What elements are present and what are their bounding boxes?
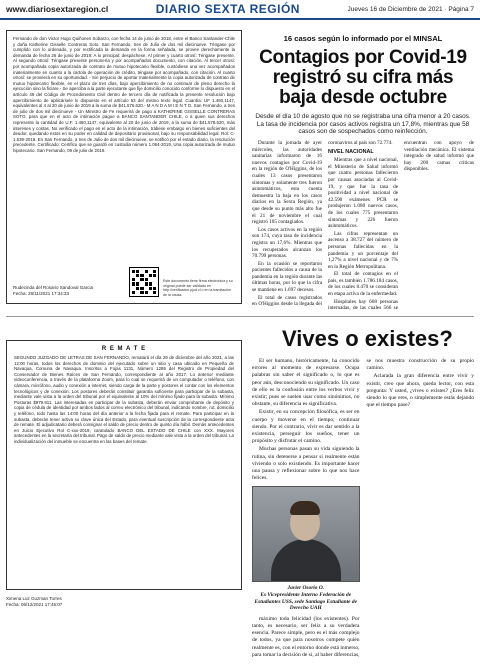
signature-name: Ximena Luz Guzman Torres [6, 596, 62, 601]
signature-date: Fecha: 28/11/2021 17:34:33 [13, 291, 69, 296]
legal-notice [6, 30, 242, 304]
opinion-paragraph: máximo toda felicidad (los existentes). Por tanto, es necesario, ser feliz a su verdadera esencia. Parece simple, pero es el más complejo de todos, ya que para nosotros compete quién realmente es, con el entorno donde está inmerso, para tomar la decisión de si, al haber diferencias, se nos muestra construcción de su propio camino. [252, 358, 474, 658]
verification-block [129, 267, 235, 297]
issue-date: Jueves 16 de Diciembre de 2021 · Página 7 [347, 5, 474, 13]
opinion-body [252, 358, 474, 662]
covid-paragraph: El total de contagios en el país, es también 1.786.184 casos, de los cuales 8.470 se consideran en etapa activa de la enfermedad. [328, 271, 398, 298]
verification-note: Este documento tiene firma electrónica y su original puede ser validado en http://verificadoc.pjud.cl o en la tramitación de la causa. [163, 279, 233, 297]
author-role: Es Vicepresidente Interno Federación de Estudiantes USS, sede Santiago Estudiante de Derecho UAH [254, 592, 357, 612]
author-caption [252, 585, 360, 611]
author-photo [252, 486, 360, 582]
author-name: Javier Osorio O. [287, 585, 325, 592]
signature-name: Rudecinda del Rosario Sandoval Garcia [13, 285, 94, 290]
covid-paragraph: Durante la jornada de ayer miércoles, las autoridades sanitarias informaron de 16 nuevos contagios por Covid-19 en la región de O'Higgins, de los cuales 13 casos presentaron síntomas y solamente tres fueron asintomáticos, esta cuenta demuestra la baja en los casos diarios en la Sexta Región, ya que desde su punto más alto fue el 21 de noviembre el cual registró 105 contagiados. [252, 140, 322, 226]
qr-code-icon [129, 267, 159, 297]
covid-paragraph: Mientras que a nivel nacional, el Ministerio de Salud informó que cuatro personas fallecieron por causas asociadas al Covid-19, y que fue la tasa de positividad a nivel nacional de 42.590 exámenes PCR se produjeron 1.080 nuevos casos, de los cuales 775 presentaron síntomas y 226 fueron asintomáticos. [328, 157, 398, 230]
auction-notice [6, 340, 242, 590]
covid-paragraph: El total de casos registrados en O'Higgins desde la llegada del coronavirus al país son 72.774. [252, 140, 393, 308]
opinion-paragraph: Existir, en su concepción filosófica, es ser en cuerpo y moverse en el tiempo; continuar siendo. Por el contrario, vivir es dar sentido a la existencia, perseguir los sueños, tener un propósito y disfrutar el camino. [252, 409, 360, 445]
covid-paragraph: En la ocasión se reportaron pacientes fallecidos a causa de la pandemia en la región durante las últimas horas, por lo que la cifra se mantiene en 1.697 decesos. [252, 260, 322, 294]
covid-paragraph: Las cifras representan un ascenso a 38.727 del número de personas fallecidas en la pandemia y un porcentaje del 1,27% a nivel nacional y de 7% en la Región Metropolitana. [328, 230, 398, 270]
signature-date: Fecha: 06/12/2021 17:45:07 [6, 602, 63, 607]
masthead [0, 0, 480, 20]
covid-deck: Desde el día 10 de agosto que no se registraba una cifra menor a 20 casos. La tasa de incidencia por casos activos registra un 17,8%, mientras que 58 casos son de sospechados como reinfección. [255, 113, 471, 136]
covid-headline: Contagios por Covid-19 registró su cifra más baja desde octubre [259, 47, 467, 108]
covid-body [252, 140, 474, 312]
covid-paragraph: Los casos activos en la región son 174, cuya tasa de incidencia registra un 17,6%. Mientras que los recuperados alcanzan los 70.799 personas. [252, 226, 322, 260]
paper-name: DIARIO SEXTA REGIÓN [155, 2, 300, 16]
site-url[interactable]: www.diariosextaregion.cl [6, 4, 109, 14]
opinion-paragraph: Aclarada la gran diferencia entre vivir y existir, creo que ahora, queda lector, con esta pregunta: Y usted, ¿vives o existes? ¿Eres feliz siendo lo que eres, o simplemente estás dejando que el tiempo pase? [366, 373, 474, 409]
opinion-paragraph: El ser humano, históricamente, ha conocido errores al momento de expresarse. Ocupa palabras sin saber el significado o, lo que es peor aún, desconociendo su significado. Un caso de ello es la confusión entre los verbos vivir y existir; pues se suelen usar como sinónimos, no obstante, su diferencia es significativa. [252, 358, 360, 408]
opinion-title: Vives o existes? [282, 326, 453, 351]
covid-paragraph: Hospitales hay 668 personas internadas, de las cuales 566 se encuentran con apoyo de ventilación mecánica. El sistema integrado de salud informó que hay 200 camas críticas disponibles. [328, 140, 474, 312]
legal-notice-signature [13, 285, 93, 297]
legal-notice-text: Fernando de don Victor Hugo Quiñones Sobarzo, con fecha 14 de junio de 2018, entre el Banco Santander-Chile y doña Katherine Gisselle Contreras Soto. San Fernando, tres de Julio de dos mil diecinueve. Téngase por cumplido con lo ordenado, y por rectificada la demanda en la forma señalada, se provee derechamente la demanda de fecha 26 de junio de 2019: A lo principal: despáchese. Al primer y cuarto otrosí: Téngase presente. Al segundo otrosí: Téngase presente personería y por acompañados documento, con citación. Al tercer otrosí: por acompañada copia autorizada de contrato de mutuo hipotecario flexible, custódiese una vez acompañados materialmente en cuanto a la cartola de operación de crédito, téngase por acompañado, con citación. Al cuarto otrosí: se proveerá en su oportunidad. - Sin perjuicio de aportar materialmente la copia autorizada de contrato de mutuo hipotecario flexible, en el plazo de tres días, bajo apercibimiento de no continuar de pleno derecho la ejecución sino la ficiare.- Se aperciba a la parte ejecutante que fije domicilio conocido conforme lo dispuesto en el artículo 49 del Código de Procedimiento Civil dentro de tercero día de notificada la presente resolución bajo apercibimiento de apliicársele lo dispuesto en el artículo 53 del mismo texto legal. Cuantía: UF 1.460,1147, equivalentes al 4 al 20 de junio de 2019 a la suma de $41.576.620.- M A N D A M I E N T O. San Fernando, a tres de julio de dos mil diecinueve - Un Ministro de Fe requerirá de pago a KATHERINE GISSELLE CONTRERAS SOTO, para que en el acto de intimación pague a BANCO SANTANDER CHILE, o a quien sus derechos represente la cantidad de U.F. 1.460,1147, equivalente al 20 de junio de 2019, a la suma de $41.578.620, más intereses y costas. No verificado el pago en el acto de la intimación, trábese embargo en bienes suficientes del deudor, quedando estos en su poder en calidad de depositario provisional, bajo su responsabilidad legal. Rol: C-1.539-2019. En San Fernando, a tres de Julio de dos mil diecinueve, se notificó por el estado diario, la resolución precedente. Certificado: Certifico que se guardó en custodia número 1.064-2019, Una copia autorizada de mutuo hipotecario. San Fernando, 09 de julio de 2019. [13, 36, 235, 153]
legal-notice-signature-row [13, 267, 235, 297]
auction-signature [6, 596, 62, 608]
section-divider [6, 316, 474, 317]
opinion-paragraph: Muchas personas pasan su vida siguiendo la rutina, sin detenerse a pensar si realmente están viviendo o solo existiendo. Es importante hacer una pausa y reflexionar sobre lo que nos hace felices. [252, 446, 360, 482]
covid-kicker: 16 casos según lo informado por el MINSAL [283, 34, 443, 43]
auction-title: R E M A T E [101, 346, 147, 352]
auction-text: SEGUNDO JUZGADO DE LETRAS DE SAN FERNANDO, rematará el día 29 de diciembre del año 2021, a las 12:00 horas, todos los derechos de dominio del ejecutado sobre un sitio y casa ubicado en Pequeña de Navaqua, Comuna de Navaqua. Inscritos a Fojas 1131, Número 1286 del Registro de Propiedad del Conservador de Bienes Raíces de San Fernando, correspondiente al año 2017. Lo anterior mediante videoconferencia, a través de la plataforma Zoom, para lo cual se requerirá de un computador o teléfono, con cámara, micrófono, audio y conexión a internet, siendo carga de la parte y postores el contar con los elementos tecnológicos y de conexión. Los postores deberán constituir garantía suficiente para participar de la subasta, mediante vale vista a la orden del tribunal por el equivalente al 10% del mínimo fijado para la subasta. Mínimo Posturas $979.911. Las interesadas en participar de la subasta, deberán enviar comprobante de depósito y copia de cédula de identidad por ambos lados al correo electrónico del tribunal, indicando nombre, rut, domicilio y teléfono, todo hasta las 14:00 horas del día anterior a la fecha fijada para el remate. Para participar en la subasta, deberán tener activa su clave única del Estado, para eventual suscripción de la correspondiente acta de remate. El adjudicatario deberá consignar el saldo de precio dentro de quinto día hábil. Demás antecedentes en Juicio Ejecutivo Rol C-xxx-2019, caratulado BANCO DEL ESTADO DE CHILE con XXX. Mayores antecedentes en la secretaría del tribunal. Pago de saldo de precio mediante vale vista a la orden del tribunal. La individualización del inmueble se encuentra en las bases del remate. [14, 355, 234, 444]
covid-subhead: NIVEL NACIONAL [328, 148, 374, 155]
